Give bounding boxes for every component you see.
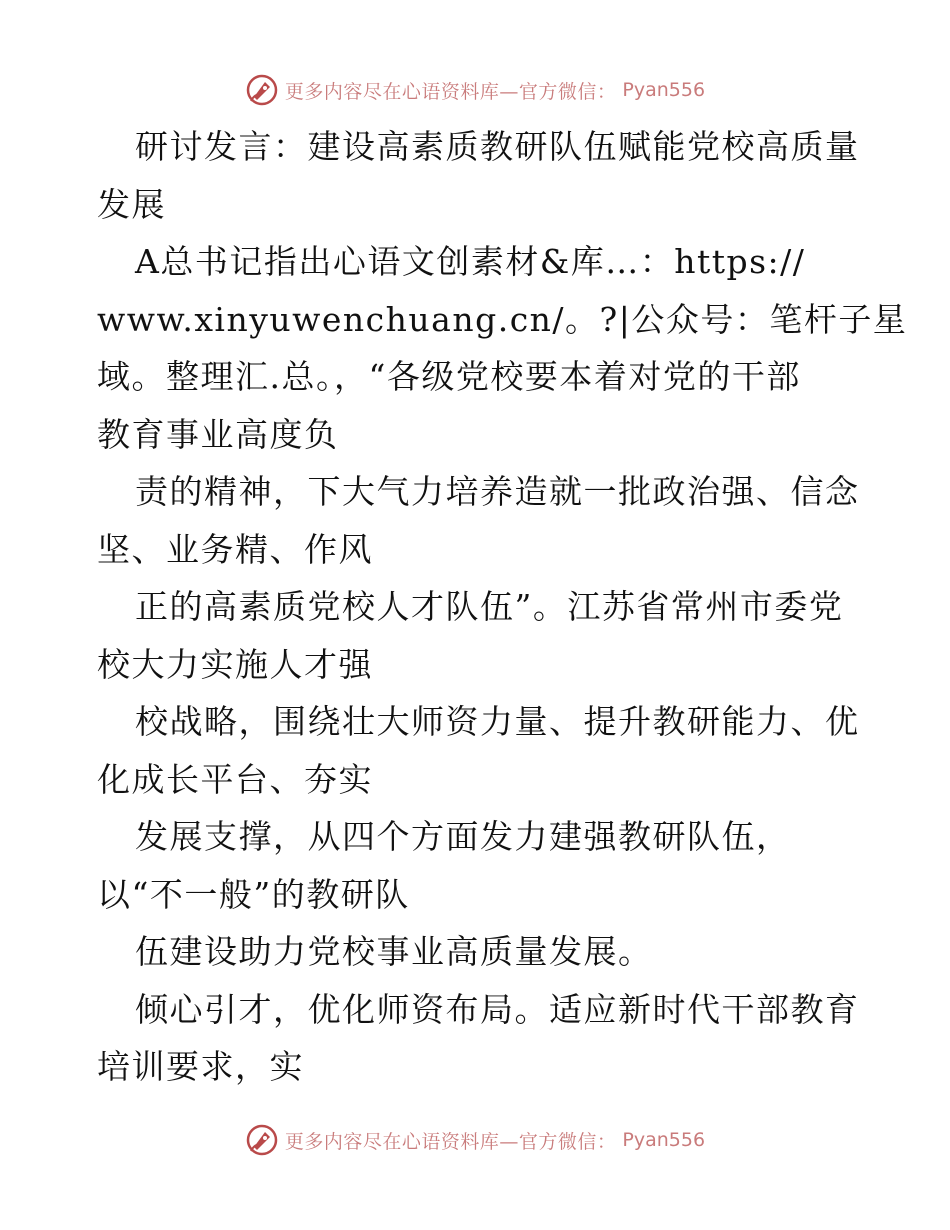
text-line: 伍建设助力党校事业高质量发展。 xyxy=(135,932,653,971)
header-banner xyxy=(0,70,950,110)
text-line: 校战略，围绕壮大师资力量、提升教研能力、优 xyxy=(135,702,860,741)
text-line: 培训要求，实 xyxy=(97,1047,304,1086)
document-body xyxy=(97,118,908,1096)
banner-text: 更多内容尽在心语资料库—官方微信： xyxy=(284,80,617,103)
text-line: A总书记指出心语文创素材&库…：https:// xyxy=(135,242,806,281)
text-line: 教育事业高度负 xyxy=(97,414,339,454)
footer-banner xyxy=(0,1120,950,1160)
text-line: 正的高素质党校人才队伍”。江苏省常州市委党 xyxy=(135,587,844,626)
text-line: 以“不一般”的教研队 xyxy=(97,874,410,914)
pen-nib-logo-icon xyxy=(245,1123,279,1157)
text-line: 坚、业务精、作风 xyxy=(97,529,373,569)
text-line: 校大力实施人才强 xyxy=(97,644,373,684)
pen-nib-logo-icon xyxy=(245,73,279,107)
text-line: 化成长平台、夯实 xyxy=(97,759,373,799)
banner-wechat-id: Pyan556 xyxy=(622,1129,706,1151)
text-line: 发展 xyxy=(97,184,166,224)
text-line: 研讨发言：建设高素质教研队伍赋能党校高质量 xyxy=(135,127,860,166)
banner-text: 更多内容尽在心语资料库—官方微信： xyxy=(284,1130,617,1153)
text-line: 责的精神，下大气力培养造就一批政治强、信念 xyxy=(135,472,860,511)
text-line: 域。整理汇.总。，“各级党校要本着对党的干部 xyxy=(97,357,801,396)
text-line: 倾心引才，优化师资布局。适应新时代干部教育 xyxy=(135,989,860,1029)
banner-wechat-id: Pyan556 xyxy=(622,79,706,101)
text-line: 发展支撑，从四个方面发力建强教研队伍， xyxy=(135,817,791,856)
text-line: www.xinyuwenchuang.cn/。?|公众号：笔杆子星 xyxy=(97,299,908,339)
